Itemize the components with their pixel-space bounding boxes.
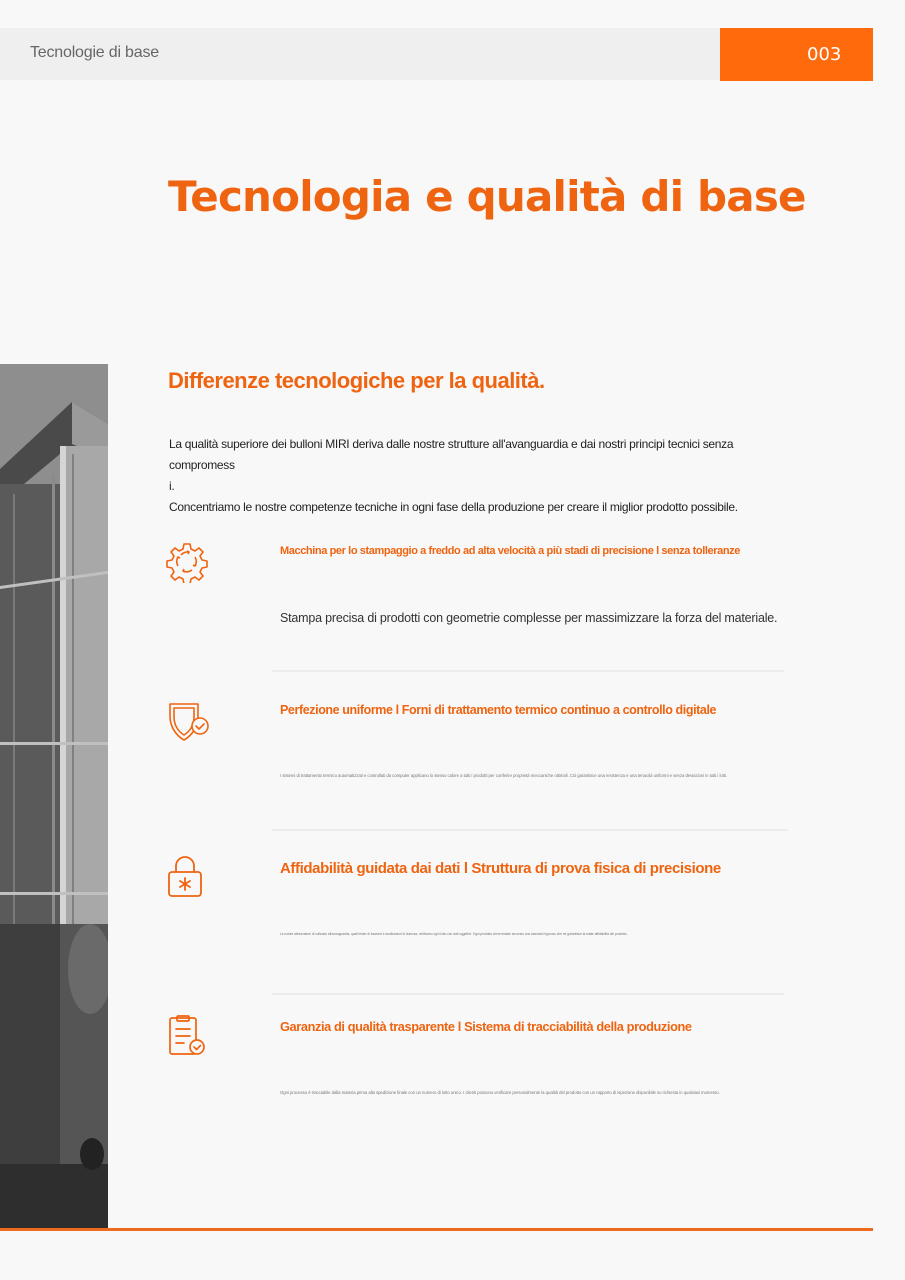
- feature-desc-testing: Le nostre attrezzature di collaudo all'avanguardia, quali tester di trazione e analizzatori di durezza, verificano ogni lotto con dati oggettivi. Ogni prodotto viene testato secondo uno standard rigoroso che ne garantisce la totale affidabilità del prodotto.: [280, 932, 628, 936]
- shield-check-icon: [166, 700, 210, 744]
- building-illustration: [0, 364, 108, 1230]
- building-photo: [0, 364, 108, 1230]
- page-title: Tecnologia e qualità di base: [168, 172, 806, 221]
- divider: [272, 829, 788, 831]
- feature-title-heat-treatment: Perfezione uniforme l Forni di trattamento termico continuo a controllo digitale: [280, 703, 717, 717]
- intro-line-2: Concentriamo le nostre competenze tecniche in ogni fase della produzione per creare il miglior prodotto possibile.: [169, 500, 738, 514]
- section-label: Tecnologie di base: [30, 44, 159, 61]
- feature-title-traceability: Garanzia di qualità trasparente l Sistema di tracciabilità della produzione: [280, 1019, 692, 1034]
- feature-title-testing: Affidabilità guidata dai dati l Struttura di prova fisica di precisione: [280, 860, 721, 877]
- feature-desc-cold-forging: Stampa precisa di prodotti con geometrie complesse per massimizzare la forza del materiale.: [280, 611, 778, 625]
- intro-line-1: La qualità superiore dei bulloni MIRI deriva dalle nostre strutture all'avanguardia e dai nostri principi tecnici senza compromess: [169, 437, 734, 472]
- gear-cycle-icon: [166, 541, 210, 585]
- footer-rule: [0, 1228, 873, 1231]
- feature-desc-traceability: Ogni processo è tracciabile dalla materia prima alla spedizione finale con un numero di lotto unico. I clienti possono verificare personalmente la qualità del prodotto con un rapporto di ispezione disponibile su richiesta in qualsiasi momento.: [280, 1090, 720, 1095]
- feature-desc-heat-treatment: I sistemi di trattamento termico automatizzati e controllati da computer applicano lo stesso calore a tutti i prodotti per conferire proprietà meccaniche ottimali. Ciò garantisce una resistenza e una tenacità uniformi e senza deviazioni in tutti i lotti.: [280, 773, 728, 778]
- clipboard-check-icon: [166, 1014, 210, 1058]
- divider: [272, 993, 784, 995]
- divider: [272, 670, 784, 672]
- page-number-badge: [720, 28, 873, 81]
- lock-asterisk-icon: [166, 854, 210, 898]
- section-title: Differenze tecnologiche per la qualità.: [168, 368, 545, 393]
- page-number: 003: [807, 44, 842, 65]
- intro-text: [169, 434, 799, 518]
- intro-line-1-wrap: i.: [169, 479, 175, 493]
- feature-title-cold-forging: Macchina per lo stampaggio a freddo ad alta velocità a più stadi di precisione l senza tolleranze: [280, 545, 741, 557]
